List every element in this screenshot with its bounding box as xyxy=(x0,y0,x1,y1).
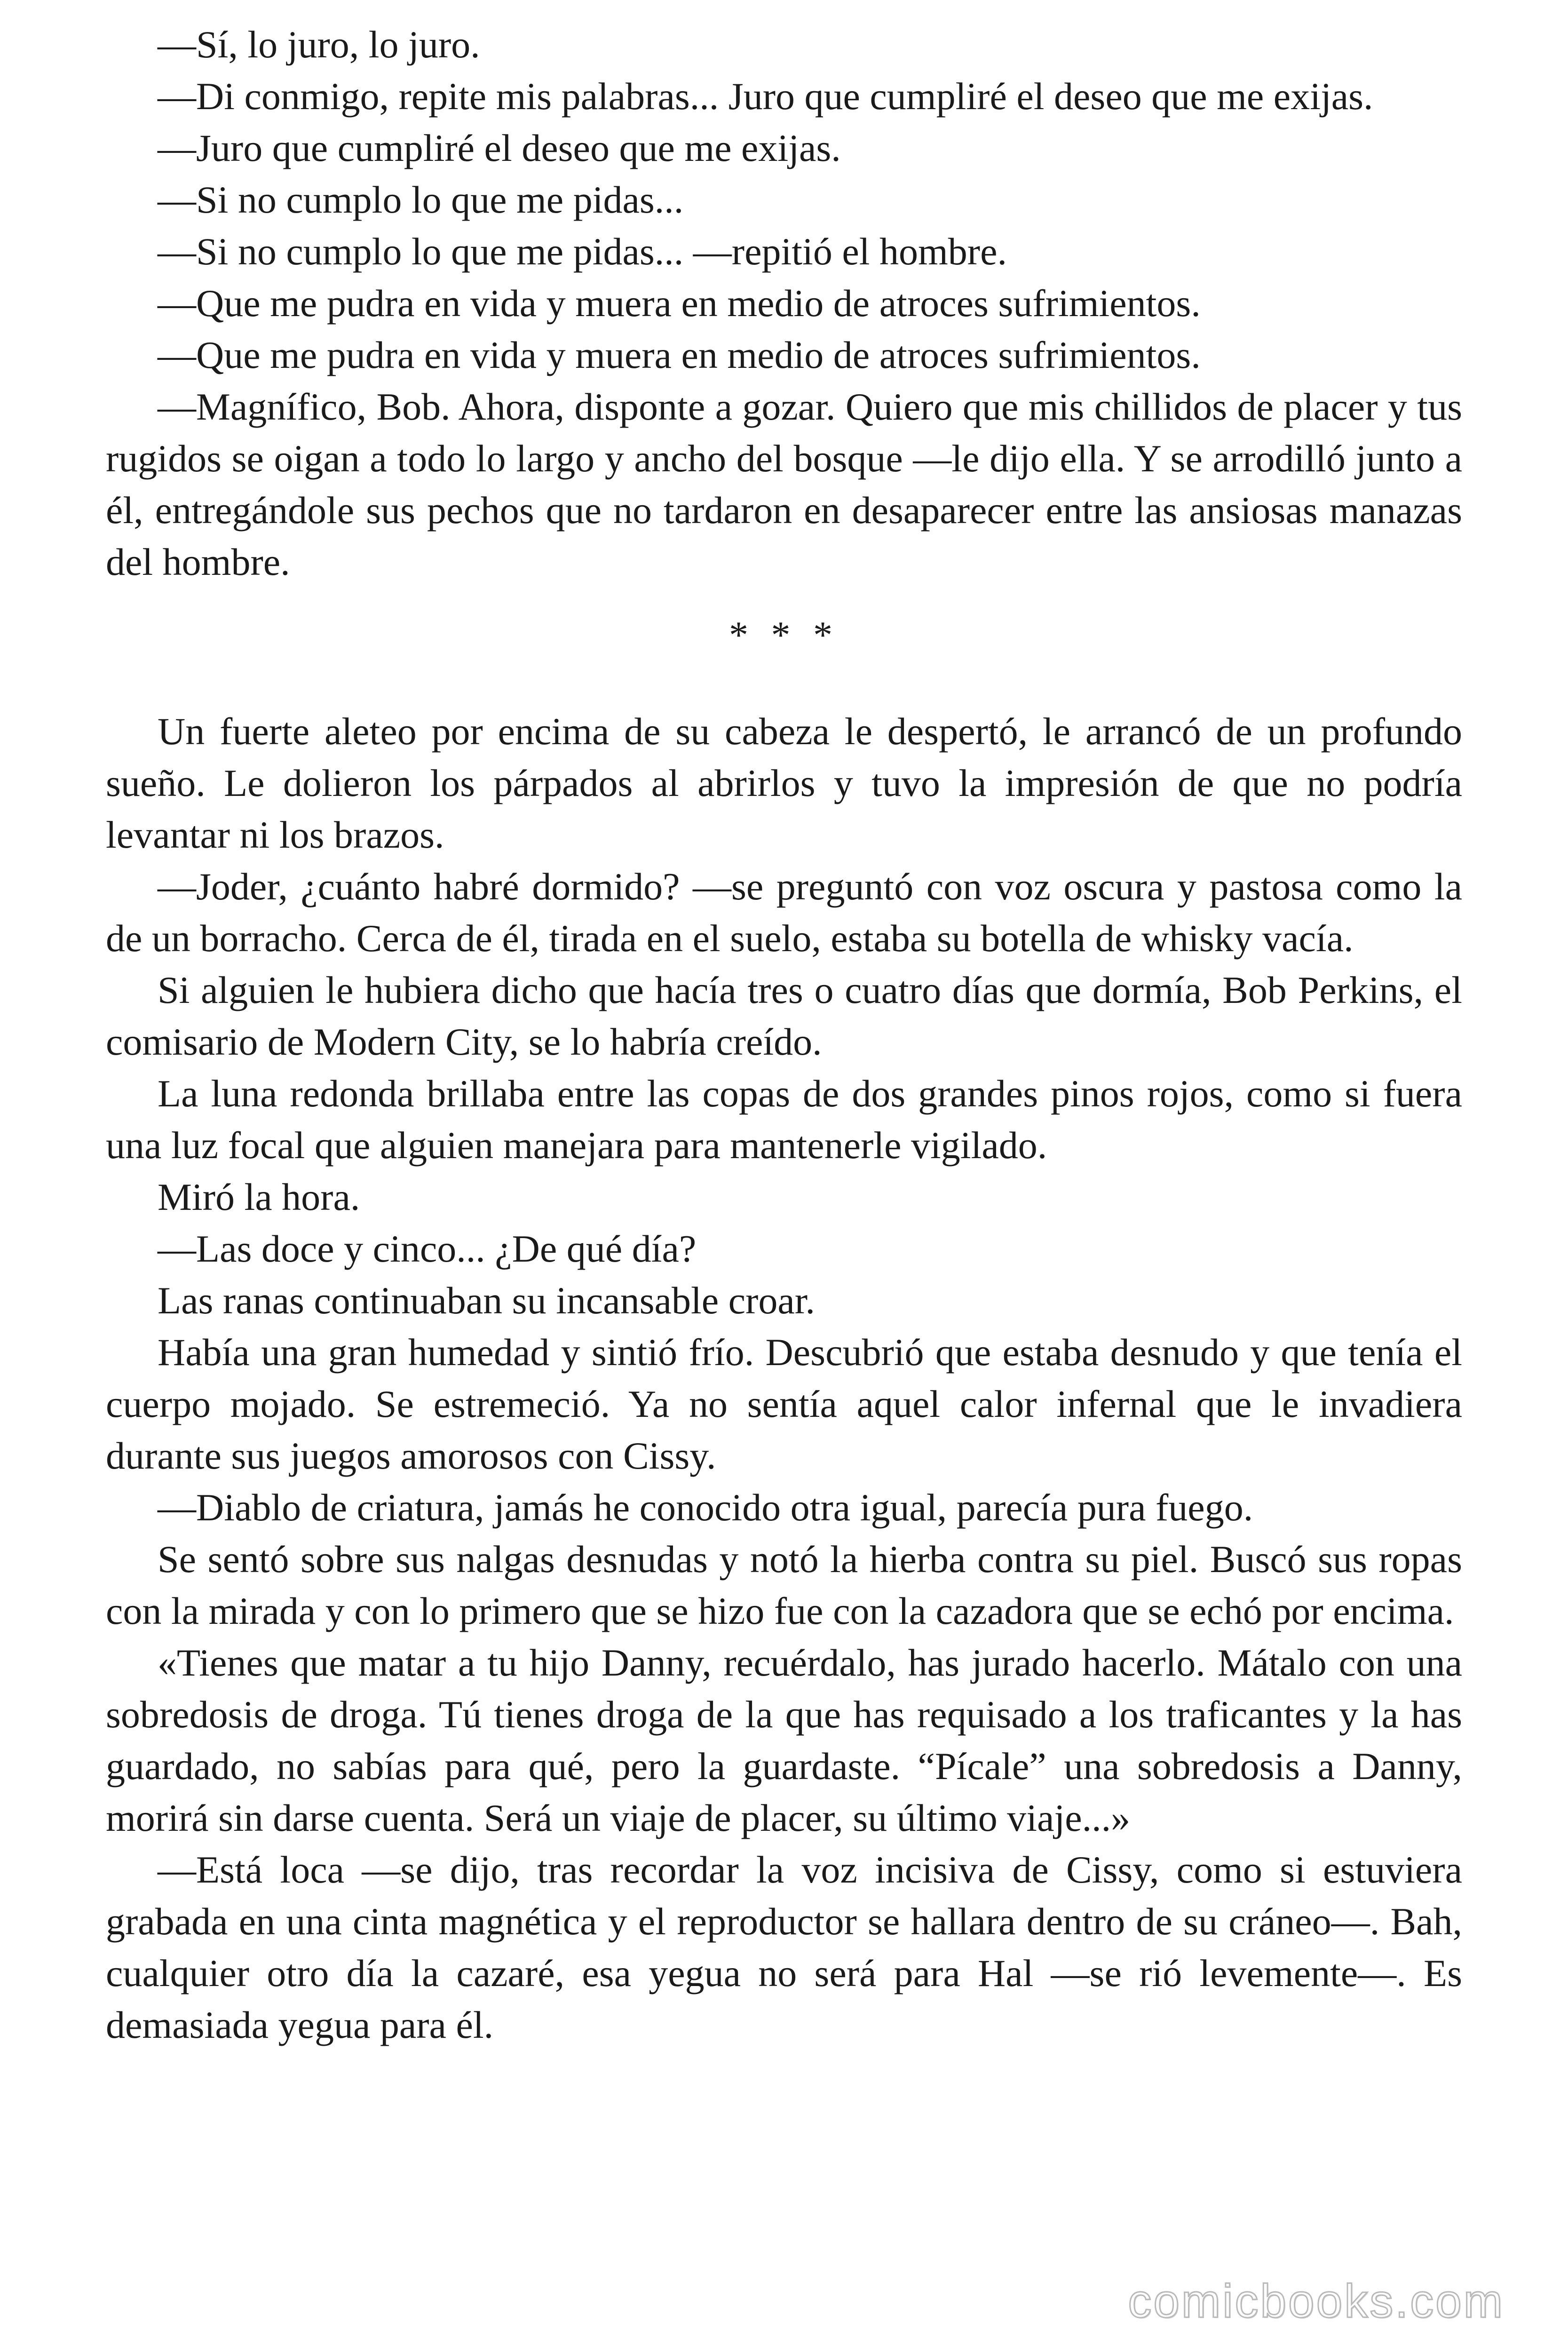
paragraph: Miró la hora. xyxy=(158,1176,360,1218)
paragraph: —Las doce y cinco... ¿De qué día? xyxy=(158,1227,697,1270)
paragraph: —Di conmigo, repite mis palabras... Juro que cumpliré el deseo que me exijas. xyxy=(158,75,1373,118)
paragraph: Había una gran humedad y sintió frío. Descubrió que estaba desnudo y que tenía el cuerpo mojado. Se estremeció. Ya no sentía aquel calor infernal que le invadiera durante sus juegos amorosos con Cissy. xyxy=(106,1331,1462,1477)
paragraph: —Si no cumplo lo que me pidas... —repitió el hombre. xyxy=(158,230,1007,273)
paragraph: —Juro que cumpliré el deseo que me exijas. xyxy=(158,127,841,169)
page-text xyxy=(106,19,1462,2051)
paragraph: —Está loca —se dijo, tras recordar la voz incisiva de Cissy, como si estuviera grabada en una cinta magnética y el reproductor se hallara dentro de su cráneo—. Bah, cualquier otro día la cazaré, esa yegua no será para Hal —se rió levemente—. Es demasiada yegua para él. xyxy=(106,1848,1462,2046)
paragraph: «Tienes que matar a tu hijo Danny, recuérdalo, has jurado hacerlo. Mátalo con una sobredosis de droga. Tú tienes droga de la que has requisado a los traficantes y la has guardado, no sabías para qué, pero la guardaste. “Pícale” una sobredosis a Danny, morirá sin darse cuenta. Será un viaje de placer, su último viaje...» xyxy=(106,1641,1462,1839)
paragraph: La luna redonda brillaba entre las copas de dos grandes pinos rojos, como si fuera una luz focal que alguien manejara para mantenerle vigilado. xyxy=(106,1072,1462,1167)
paragraph: —Que me pudra en vida y muera en medio de atroces sufrimientos. xyxy=(158,282,1201,325)
watermark-logo: comicbooks.com xyxy=(1128,2275,1505,2328)
section-separator: * * * xyxy=(729,613,839,656)
paragraph: Si alguien le hubiera dicho que hacía tres o cuatro días que dormía, Bob Perkins, el comisario de Modern City, se lo habría creído. xyxy=(106,969,1462,1063)
paragraph: —Que me pudra en vida y muera en medio de atroces sufrimientos. xyxy=(158,334,1201,376)
paragraph: —Sí, lo juro, lo juro. xyxy=(158,23,480,66)
paragraph: Un fuerte aleteo por encima de su cabeza le despertó, le arrancó de un profundo sueño. Le dolieron los párpados al abrirlos y tuvo la impresión de que no podría levantar ni los brazos. xyxy=(106,710,1462,856)
paragraph: Las ranas continuaban su incansable croar. xyxy=(158,1279,816,1322)
paragraph: Se sentó sobre sus nalgas desnudas y notó la hierba contra su piel. Buscó sus ropas con la mirada y con lo primero que se hizo fue con la cazadora que se echó por encima. xyxy=(106,1538,1462,1632)
paragraph: —Diablo de criatura, jamás he conocido otra igual, parecía pura fuego. xyxy=(158,1486,1253,1529)
paragraph: —Si no cumplo lo que me pidas... xyxy=(158,178,684,221)
paragraph: —Magnífico, Bob. Ahora, disponte a gozar. Quiero que mis chillidos de placer y tus rugidos se oigan a todo lo largo y ancho del bosque —le dijo ella. Y se arrodilló junto a él, entregándole sus pechos que no tardaron en desaparecer entre las ansiosas manazas del hombre. xyxy=(106,385,1462,583)
paragraph: —Joder, ¿cuánto habré dormido? —se preguntó con voz oscura y pastosa como la de un borracho. Cerca de él, tirada en el suelo, estaba su botella de whisky vacía. xyxy=(106,865,1462,960)
